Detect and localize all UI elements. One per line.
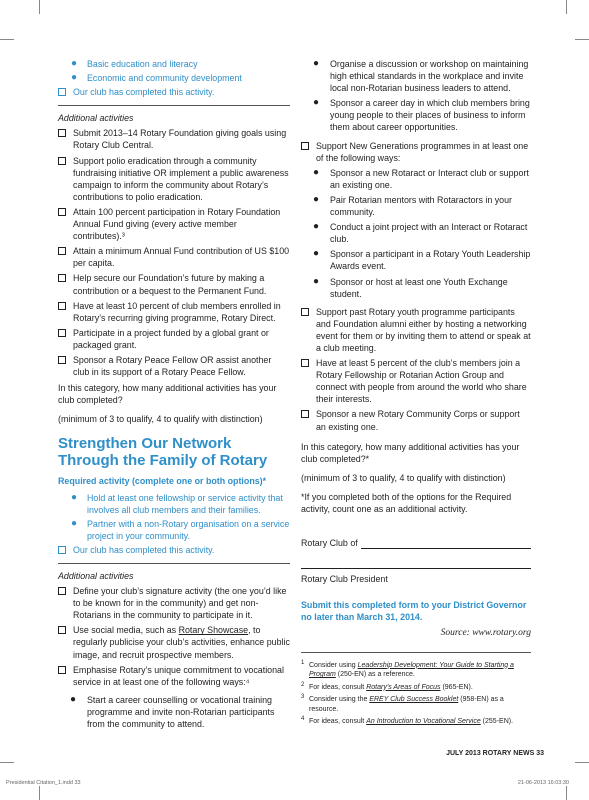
required-note: *If you completed both of the options for the Required activity, count one as an additional activity. — [301, 491, 512, 514]
bullet-icon: ● — [313, 248, 320, 260]
list-item: ● Partner with a non-Rotary organisation on a service project in your community. — [71, 517, 290, 541]
crop-mark — [39, 0, 40, 14]
bullet-icon: ● — [71, 72, 78, 84]
slug-filename: Presidential Citation_1.indd 33 — [6, 780, 81, 786]
divider — [58, 563, 290, 564]
bullet-icon: ● — [71, 58, 78, 69]
divider — [58, 105, 290, 106]
activity-checkbox[interactable]: Define your club’s signature activity (the one you’d like to be known for in the community) and get non-Rotarians in the community to participate in it. — [58, 585, 290, 621]
bullet-icon: ● — [313, 166, 320, 178]
bullet-icon: ● — [313, 275, 320, 287]
checkbox-icon[interactable] — [301, 359, 309, 367]
bullet-icon: ● — [71, 517, 78, 529]
list-item: ● Sponsor or host at least one Youth Exchange student. — [313, 275, 508, 299]
list-item: ● Basic education and literacy — [71, 58, 198, 69]
activity-checkbox[interactable]: Use social media, such as Rotary Showcase, to regularly publicise your club’s activities, enhance public image, and recruit prospective members. — [58, 624, 290, 660]
activity-checkbox[interactable]: Attain 100 percent participation in Rotary Foundation Annual Fund giving (every active member contributes).³ — [58, 206, 290, 242]
crop-mark — [0, 39, 14, 40]
count-question: In this category, how many additional activities has your club completed? — [58, 383, 277, 406]
club-of-field[interactable] — [301, 537, 531, 549]
activity-checkbox[interactable]: Attain a minimum Annual Fund contribution of US $100 per capita. — [58, 245, 290, 269]
bullet-icon: ● — [313, 97, 320, 109]
crop-mark — [575, 39, 589, 40]
completed-checkbox[interactable]: Our club has completed this activity. — [58, 86, 290, 98]
list-item: ● Organise a discussion or workshop on maintaining high ethical standards in the workplace and invite local non-Rotarian business leaders to attend. — [313, 58, 529, 94]
left-column — [58, 58, 290, 733]
checkbox-icon[interactable] — [58, 247, 66, 255]
footnote: 3 Consider using the EREY Club Success Booklet (958-EN) as a resource. — [301, 694, 504, 713]
checkbox-icon[interactable] — [58, 587, 66, 595]
activity-checkbox[interactable]: Have at least 5 percent of the club’s members join a Rotary Fellowship or Rotarian Action Group and connect with people from around the world who share their interests. — [301, 357, 531, 405]
page-folio: JULY 2013 ROTARY NEWS 33 — [446, 750, 544, 757]
activity-checkbox[interactable]: Sponsor a Rotary Peace Fellow OR assist another club in its support of a Rotary Peace Fellow. — [58, 354, 290, 378]
activity-checkbox[interactable]: Emphasise Rotary’s unique commitment to vocational service in at least one of the following ways:⁴ — [58, 664, 290, 688]
divider — [301, 652, 531, 653]
activity-checkbox[interactable]: Support polio eradication through a community fundraising initiative OR implement a public awareness campaign to inform the community about Rotary’s contributions to polio eradication. — [58, 155, 290, 203]
checkbox-icon[interactable] — [58, 208, 66, 216]
footnote-link[interactable]: An Introduction to Vocational Service — [366, 718, 481, 726]
checkbox-icon[interactable] — [301, 142, 309, 150]
activity-checkbox[interactable]: Help secure our Foundation’s future by making a contribution or a bequest to the Permanent Fund. — [58, 272, 290, 296]
checkbox-icon[interactable] — [58, 329, 66, 337]
completed-checkbox[interactable]: Our club has completed this activity. — [58, 544, 290, 556]
checkbox-icon[interactable] — [58, 546, 66, 554]
activity-checkbox[interactable]: Participate in a project funded by a global grant or packaged grant. — [58, 327, 290, 351]
club-of-label: Rotary Club of — [301, 538, 358, 549]
checkbox-icon[interactable] — [301, 308, 309, 316]
checkbox-icon[interactable] — [301, 410, 309, 418]
checkbox-icon[interactable] — [58, 626, 66, 634]
activity-checkbox[interactable]: Support New Generations programmes in at least one of the following ways: — [301, 140, 531, 164]
checkbox-icon[interactable] — [58, 666, 66, 674]
president-label: Rotary Club President — [301, 574, 388, 585]
list-item: ● Hold at least one fellowship or service activity that involves all club members and their families. — [71, 491, 283, 515]
checkbox-icon[interactable] — [58, 302, 66, 310]
list-item: ● Conduct a joint project with an Interact or Rotaract club. — [313, 221, 528, 245]
footnote-link[interactable]: Leadership Development: Your Guide to Starting a Program — [309, 661, 514, 679]
activity-checkbox[interactable]: Support past Rotary youth programme participants and Foundation alumni either by hosting a networking event for them or by inviting them to attend or speak at a club meeting. — [301, 306, 531, 354]
rotary-showcase-link[interactable]: Rotary Showcase — [178, 625, 249, 636]
right-column — [301, 58, 531, 730]
footnote: 2 For ideas, consult Rotary’s Areas of Focus (965-EN). — [301, 681, 473, 691]
bullet-icon: ● — [313, 221, 320, 233]
list-item: ● Sponsor a career day in which club members bring young people to their places of business to inform them about career opportunities. — [313, 97, 530, 133]
slug-timestamp: 21-06-2013 16:03:30 — [517, 780, 569, 786]
club-of-line[interactable] — [361, 538, 531, 549]
activity-checkbox[interactable]: Have at least 10 percent of club members enrolled in Rotary’s recurring giving programme, Rotary Direct. — [58, 300, 290, 324]
count-question: In this category, how many additional activities has your club completed?* — [301, 441, 520, 464]
required-heading: Required activity (complete one or both options)* — [58, 476, 267, 487]
crop-mark — [0, 762, 14, 763]
section-subheading: Additional activities — [58, 571, 134, 581]
bullet-icon: ● — [313, 193, 320, 205]
activity-checkbox[interactable]: Submit 2013–14 Rotary Foundation giving goals using Rotary Club Central. — [58, 127, 290, 151]
president-signature-line[interactable] — [301, 567, 531, 569]
crop-mark — [575, 762, 589, 763]
source-line: Source: www.rotary.org — [440, 628, 531, 639]
list-item: ● Sponsor a new Rotaract or Interact club or support an existing one. — [313, 166, 529, 190]
activity-checkbox[interactable]: Sponsor a new Rotary Community Corps or support an existing one. — [301, 408, 531, 432]
bullet-icon: ● — [71, 491, 78, 503]
minimum-note: (minimum of 3 to qualify, 4 to qualify with distinction) — [301, 472, 506, 483]
crop-mark — [566, 0, 567, 14]
list-item: ● Pair Rotarian mentors with Rotaractors in your community. — [313, 193, 513, 218]
footnote-link[interactable]: EREY Club Success Booklet — [369, 696, 459, 704]
list-item: ● Start a career counselling or vocational training programme and invite non-Rotarian participants from the community to attend. — [70, 693, 275, 730]
list-item: ● Sponsor a participant in a Rotary Youth Leadership Awards event. — [313, 248, 531, 272]
checkbox-icon[interactable] — [58, 129, 66, 137]
submit-instructions: Submit this completed form to your District Governor no later than March 31, 2014. — [301, 600, 527, 623]
checkbox-icon[interactable] — [58, 356, 66, 364]
section-subheading: Additional activities — [58, 113, 134, 124]
checkbox-icon[interactable] — [58, 274, 66, 282]
crop-mark — [39, 786, 40, 800]
crop-mark — [566, 786, 567, 800]
minimum-note: (minimum of 3 to qualify, 4 to qualify with distinction) — [58, 414, 263, 425]
bullet-icon: ● — [313, 58, 320, 69]
footnote-link[interactable]: Rotary’s Areas of Focus — [366, 683, 441, 691]
checkbox-icon[interactable] — [58, 88, 66, 96]
section-heading: Strengthen Our Network Through the Family of Rotary — [58, 435, 268, 470]
list-item: ● Economic and community development — [71, 72, 242, 84]
checkbox-icon[interactable] — [58, 157, 66, 165]
footnote: 1 Consider using Leadership Development: Your Guide to Starting a Program (250-EN) as a reference. — [301, 659, 514, 679]
footnote: 4 For ideas, consult An Introduction to Vocational Service (255-EN). — [301, 716, 514, 726]
bullet-icon: ● — [70, 693, 77, 705]
